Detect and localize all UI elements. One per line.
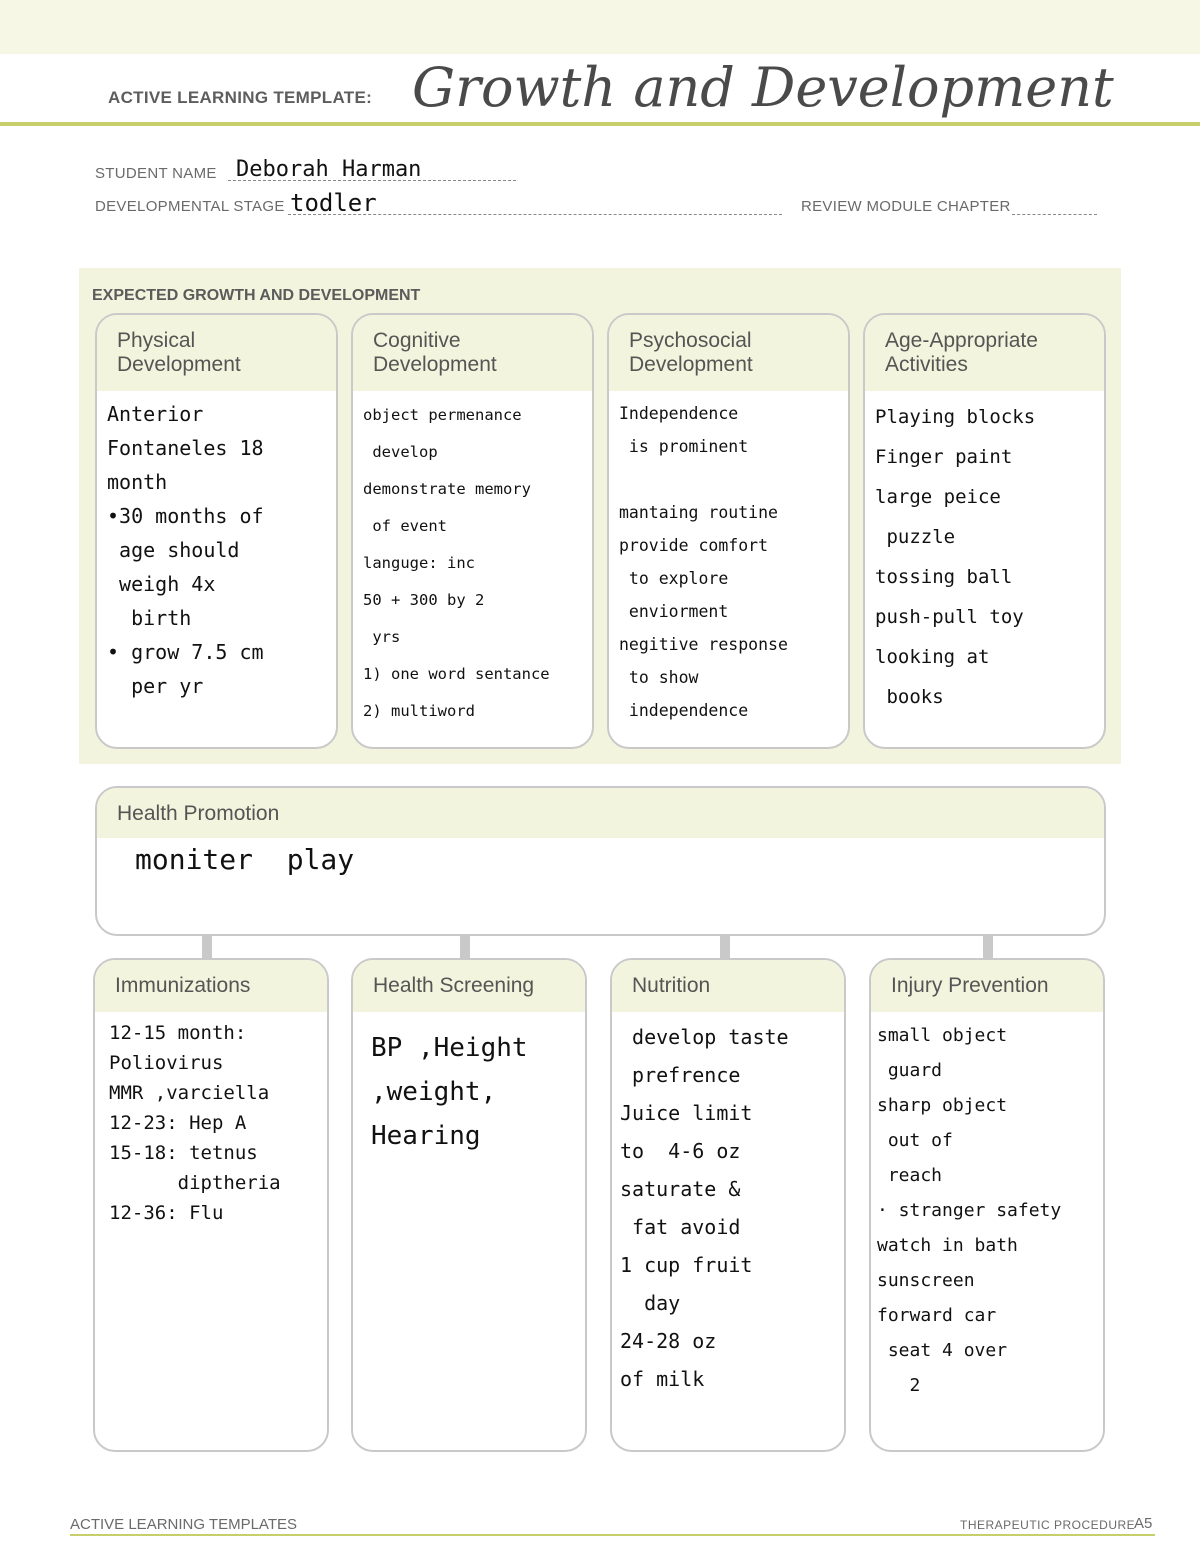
card-handwriting: moniter play [135,843,355,876]
age-appropriate-activities-card[interactable] [863,313,1106,749]
card-handwriting: object permenance develop demonstrate memory of event languge: inc 50 + 300 by 2 yrs 1) one word sentance 2) multiword [363,406,550,720]
review-module-label: REVIEW MODULE CHAPTER [801,198,1011,215]
card-handwriting: 12-15 month: Poliovirus MMR ,varciella 12-23: Hep A 15-18: tetnus diptheria 12-36: Flu [109,1022,281,1224]
student-name-label: STUDENT NAME [95,165,217,182]
card-heading: Injury Prevention [871,960,1103,1012]
card-heading: Psychosocial Development [609,315,848,391]
card-handwriting: small object guard sharp object out of reach · stranger safety watch in bath sunscreen forward car seat 4 over 2 [877,1025,1062,1396]
card-heading: Immunizations [95,960,327,1012]
card-heading: Cognitive Development [353,315,592,391]
cognitive-development-card[interactable] [351,313,594,749]
card-handwriting: develop taste prefrence Juice limit to 4-6 oz saturate & fat avoid 1 cup fruit day 24-28 oz of milk [620,1025,789,1391]
immunizations-card[interactable] [93,958,329,1452]
footer-left-label: ACTIVE LEARNING TEMPLATES [70,1516,297,1533]
nutrition-card[interactable] [610,958,846,1452]
connector-line [202,936,212,958]
card-heading: Health Screening [353,960,585,1012]
page-title: Growth and Development [412,56,1114,119]
section-title: EXPECTED GROWTH AND DEVELOPMENT [92,287,421,304]
card-handwriting: BP ,Height ,weight, Hearing [371,1033,528,1151]
review-module-field[interactable] [1012,194,1097,215]
card-heading: Health Promotion [97,788,1104,838]
physical-development-card[interactable] [95,313,338,749]
card-heading: Nutrition [612,960,844,1012]
connector-line [460,936,470,958]
student-name-field[interactable] [228,157,516,182]
developmental-stage-label: DEVELOPMENTAL STAGE [95,198,285,215]
psychosocial-development-card[interactable] [607,313,850,749]
connector-line [720,936,730,958]
page-number: A5 [1134,1515,1153,1532]
connector-line [983,936,993,958]
student-name-value: Deborah Harman [236,157,422,182]
footer-divider [70,1534,1155,1536]
health-screening-card[interactable] [351,958,587,1452]
health-promotion-card[interactable] [95,786,1106,936]
injury-prevention-card[interactable] [869,958,1105,1452]
card-heading: Physical Development [97,315,336,391]
card-handwriting: Playing blocks Finger paint large peice puzzle tossing ball push-pull toy looking at books [875,406,1036,708]
developmental-stage-field[interactable] [288,189,782,217]
template-label: ACTIVE LEARNING TEMPLATE: [108,88,373,107]
card-heading: Age-Appropriate Activities [865,315,1104,391]
card-handwriting: Independence is prominent mantaing routine provide comfort to explore enviorment negitive response to show independence [619,404,788,720]
header-band [0,0,1200,54]
developmental-stage-value: todler [290,189,377,217]
title-divider [0,122,1200,126]
footer-right-label: THERAPEUTIC PROCEDURE [960,1518,1136,1532]
card-handwriting: Anterior Fontaneles 18 month •30 months of age should weigh 4x birth • grow 7.5 cm per yr [107,402,264,698]
